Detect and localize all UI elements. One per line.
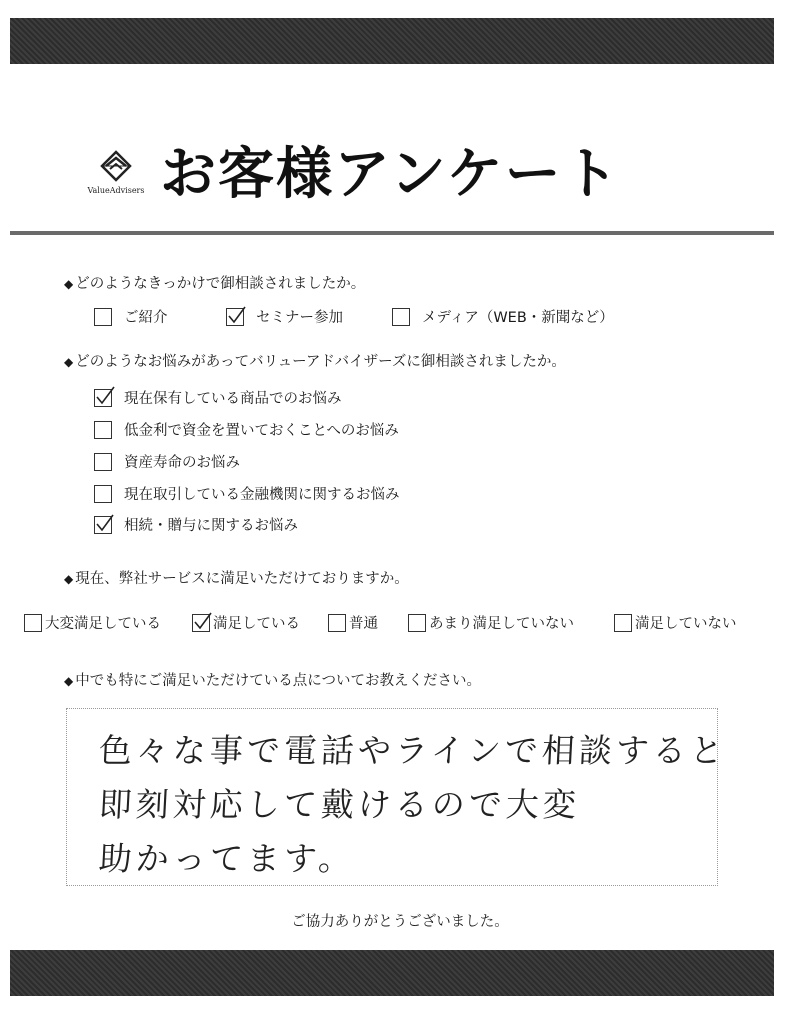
value-advisers-logo-icon: [100, 150, 132, 184]
question-3: [64, 567, 409, 588]
q3-option-2[interactable]: [192, 612, 300, 633]
closing-text: ご協力ありがとうございました。: [291, 914, 509, 930]
q2-option-1[interactable]: [94, 387, 342, 408]
q3-option-4-label: あまり満足していない: [429, 616, 574, 632]
q3-option-1-label: 大変満足している: [45, 616, 161, 632]
checkbox[interactable]: [328, 614, 346, 632]
checkmark-icon: [94, 386, 116, 408]
checkmark-icon: [226, 305, 248, 327]
checkbox-checked[interactable]: [192, 614, 210, 632]
q2-option-3-label: 資産寿命のお悩み: [124, 455, 240, 471]
q2-option-1-label: 現在保有している商品でのお悩み: [124, 391, 342, 407]
q1-option-3-label: メディア（WEB・新聞など）: [422, 310, 614, 326]
q3-option-5-label: 満足していない: [635, 616, 737, 632]
checkbox[interactable]: [94, 421, 112, 439]
q2-option-3[interactable]: [94, 451, 240, 472]
diamond-icon: ◆: [64, 674, 74, 688]
q3-option-2-label: 満足している: [213, 616, 300, 632]
answer-line-1: 色々な事で電話やラインで相談すると: [97, 731, 728, 770]
q1-option-1[interactable]: [94, 306, 168, 327]
question-3-text: 現在、弊社サービスに満足いただけておりますか。: [75, 571, 409, 587]
answer-line-3: 助かってます。: [97, 839, 357, 878]
q2-option-2[interactable]: [94, 419, 399, 440]
footer-band: [10, 950, 774, 996]
q1-option-2-label: セミナー参加: [256, 310, 343, 326]
checkbox-checked[interactable]: [226, 308, 244, 326]
q3-option-4[interactable]: [408, 612, 574, 633]
logo-text: ValueAdvisers: [87, 186, 145, 195]
q1-option-3[interactable]: [392, 306, 614, 327]
question-4: [64, 669, 481, 690]
question-4-text: 中でも特にご満足いただけている点についてお教えください。: [75, 673, 481, 689]
q2-option-4[interactable]: [94, 483, 400, 504]
answer-line-2: 即刻対応して戴けるので大変: [97, 785, 581, 824]
checkbox[interactable]: [392, 308, 410, 326]
question-1: [64, 272, 365, 293]
q2-option-5[interactable]: [94, 514, 298, 535]
header-band: [10, 18, 774, 64]
q3-option-5[interactable]: [614, 612, 737, 633]
question-2-text: どのようなお悩みがあってバリューアドバイザーズに御相談されましたか。: [75, 354, 566, 370]
question-2: [64, 350, 566, 371]
diamond-icon: ◆: [64, 277, 74, 291]
logo: [84, 150, 148, 200]
diamond-icon: ◆: [64, 572, 74, 586]
checkbox[interactable]: [94, 485, 112, 503]
checkbox[interactable]: [408, 614, 426, 632]
checkbox[interactable]: [24, 614, 42, 632]
checkbox[interactable]: [94, 453, 112, 471]
q2-option-2-label: 低金利で資金を置いておくことへのお悩み: [124, 423, 399, 439]
checkbox[interactable]: [94, 308, 112, 326]
q2-option-5-label: 相続・贈与に関するお悩み: [124, 518, 298, 534]
checkmark-icon: [94, 513, 116, 535]
title-rule: [10, 231, 774, 235]
question-1-text: どのようなきっかけで御相談されましたか。: [75, 276, 366, 292]
checkbox[interactable]: [614, 614, 632, 632]
diamond-icon: ◆: [64, 355, 74, 369]
checkmark-icon: [192, 611, 214, 633]
q3-option-3[interactable]: [328, 612, 378, 633]
answer-box[interactable]: [66, 708, 728, 886]
checkbox-checked[interactable]: [94, 389, 112, 407]
q2-option-4-label: 現在取引している金融機関に関するお悩み: [124, 487, 400, 503]
q1-option-1-label: ご紹介: [124, 310, 168, 326]
q1-option-2[interactable]: [226, 306, 343, 327]
checkbox-checked[interactable]: [94, 516, 112, 534]
q3-option-1[interactable]: [24, 612, 161, 633]
q3-option-3-label: 普通: [349, 616, 378, 632]
page-title: お客様アンケート: [160, 142, 621, 207]
